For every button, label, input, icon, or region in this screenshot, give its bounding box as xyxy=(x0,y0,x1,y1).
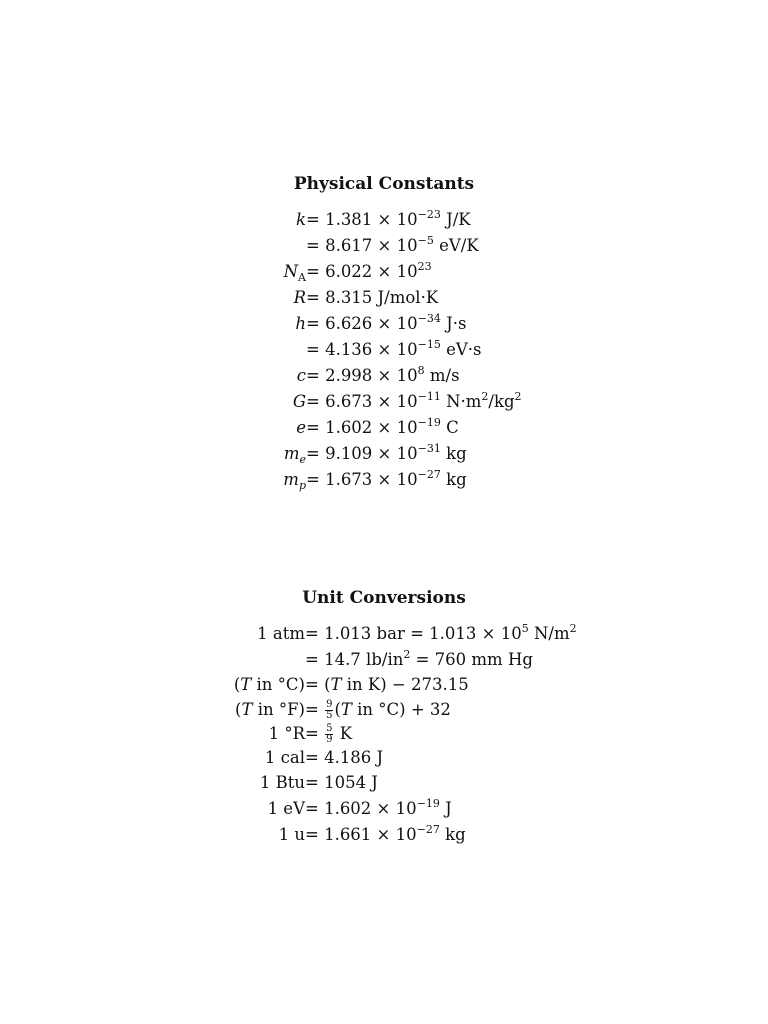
constant-row-boltzmann-ev: = $8.617 \times 10^{-5}$ eV/K xyxy=(306,234,479,255)
conversion-row-atm: 1 atm = 1.013 bar = $1.013 \times 10^5$ $N/m^2$ xyxy=(257,622,577,643)
constant-row-gas: R = 8.315 J/mol·K xyxy=(293,288,439,307)
conversion-row-atomic-mass: 1 u = $1.661 \times 10^{-27}$ kg xyxy=(278,823,466,844)
constant-row-avogadro: $N_A$ = $6.022 \times 10^{23}$ xyxy=(283,260,432,284)
constant-row-electron-mass: $m_e$ = $9.109 \times 10^{-31}$ kg xyxy=(283,442,467,466)
constant-row-boltzmann: k = $1.381 \times 10^{-23}$ J/K xyxy=(296,208,471,229)
physical-constants-title: Physical Constants xyxy=(293,174,475,194)
symbol-k: k xyxy=(296,210,306,229)
constant-row-light-speed: c = $2.998 \times 10^8$ m/s xyxy=(296,364,460,385)
conversion-row-celsius: (T in °C) = (T in K) − 273.15 xyxy=(233,675,469,694)
conversion-row-calorie: 1 cal = 4.186 J xyxy=(264,748,384,767)
constant-row-electron-charge: e = $1.602 \times 10^{-19}$ C xyxy=(296,416,459,437)
constant-row-gravitational: G = $6.673 \times 10^{-11}$ $N\cdot m^2/kg^2$ xyxy=(292,390,522,411)
conversion-row-electronvolt: 1 eV = $1.602 \times 10^{-19}$ J xyxy=(267,797,452,818)
fraction-nine-fifths: $\frac{9}{5}$ xyxy=(326,699,333,721)
conversion-row-btu: 1 Btu = 1054 J xyxy=(259,773,378,792)
fraction-five-ninths: $\frac{5}{9}$ xyxy=(326,723,333,745)
conversion-row-rankine: 1 °R = $\frac{5}{9}$ K xyxy=(268,723,353,745)
unit-conversions-title: Unit Conversions xyxy=(302,588,466,608)
constant-row-planck: h = $6.626 \times 10^{-34}$ J·s xyxy=(295,312,467,333)
constant-row-planck-ev: = $4.136 \times 10^{-15}$ eV·s xyxy=(306,338,482,359)
conversion-row-fahrenheit: (T in °F) = $\frac{9}{5}$ (T in °C) + 32 xyxy=(235,699,451,721)
conversion-row-atm-psi: = 14.7 $lb/in^2 = 760$ mm Hg xyxy=(305,648,533,669)
constant-row-proton-mass: $m_p$ = $1.673 \times 10^{-27}$ kg xyxy=(283,468,467,492)
